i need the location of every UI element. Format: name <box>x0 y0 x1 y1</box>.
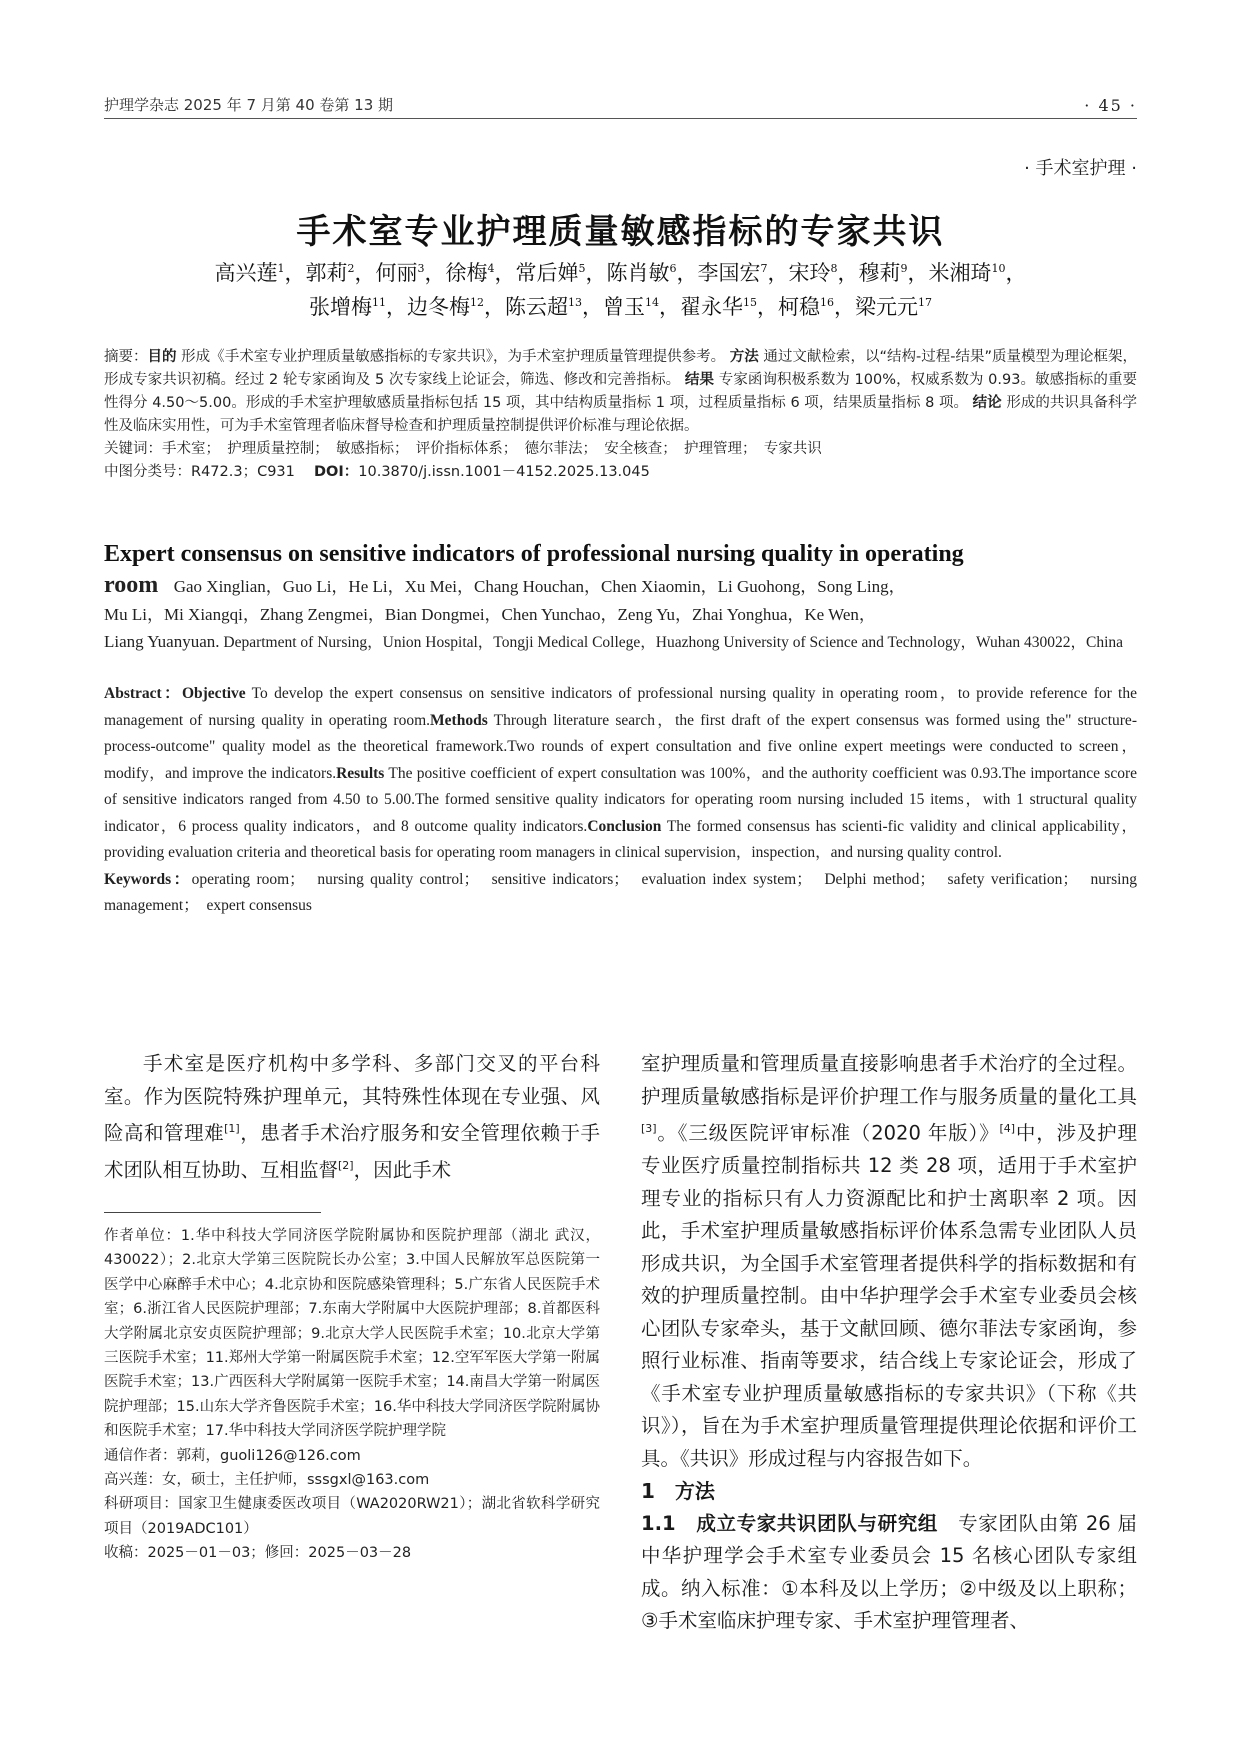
author-affiliation-marker: 12 <box>470 296 484 309</box>
en-abstract-label: Abstract： <box>104 685 182 702</box>
author-separator: ， <box>386 295 407 319</box>
footnote-rule <box>104 1212 321 1213</box>
cn-results: 专家函询积极系数为 100%，权威系数为 0.93。敏感指标的重要性得分 4.50～5.00。形成的手术室护理敏感质量指标包括 15 项，其中结构质量指标 1 项，过程质量指标 6 项，结果质量指标 8 项。 <box>104 372 1138 411</box>
author-affiliation-marker: 16 <box>820 296 834 309</box>
en-authors-3: Liang Yuanyuan. <box>104 632 220 651</box>
author-name: 柯稳 <box>778 295 820 319</box>
body-left-column <box>104 1048 600 1187</box>
author-separator: ， <box>837 261 859 285</box>
author-affiliation-marker: 14 <box>645 296 659 309</box>
first-author: 高兴莲：女，硕士，主任护师，sssgxl@163.com <box>104 1472 430 1489</box>
section-heading-methods: 1 方法 <box>641 1479 715 1503</box>
doi-label: DOI： <box>314 464 359 480</box>
received-dates: 2025－01－03；修回：2025－03－28 <box>147 1545 412 1562</box>
author-separator: ， <box>585 261 607 285</box>
section-tag: · 手术室护理 · <box>1024 158 1137 179</box>
author-name: 穆莉 <box>858 261 901 285</box>
cn-objective-label: 目的 <box>147 349 177 365</box>
author-name: 米湘琦 <box>928 261 992 285</box>
body-right-column <box>641 1048 1137 1638</box>
author-separator: ， <box>757 295 778 319</box>
en-authors-2: Mu Li，Mi Xiangqi，Zhang Zengmei，Bian Dongmei，Chen Yunchao，Zeng Yu，Zhai Yonghua，Ke Wen， <box>104 604 876 624</box>
body-right-text-b: 。《三级医院评审标准（2020 年版）》 <box>656 1121 1000 1145</box>
cn-keywords-label: 关键词： <box>104 441 162 457</box>
cn-conclusion-label: 结论 <box>972 395 1002 411</box>
author-affiliation-marker: 17 <box>918 296 932 309</box>
author-separator: ， <box>494 261 516 285</box>
author-separator: ， <box>484 295 505 319</box>
en-keywords-label: Keywords： <box>104 870 192 888</box>
author-affiliation-marker: 2 <box>347 262 355 275</box>
cn-results-label: 结果 <box>684 372 715 388</box>
cn-keywords: 手术室； 护理质量控制； 敏感指标； 评价指标体系； 德尔菲法； 安全核查； 护理管理； 专家共识 <box>162 441 822 457</box>
author-separator: ， <box>907 261 929 285</box>
author-name: 常后婵 <box>515 261 579 285</box>
author-affiliation-marker: 5 <box>578 262 586 275</box>
body-left-text-b: ，患者手术治疗服务和安全管理依赖于手术团队相互协助、互相监督 <box>104 1121 600 1182</box>
article-title: 手术室专业护理质量敏感指标的专家共识 <box>296 212 945 252</box>
ref-2[interactable]: [2] <box>338 1159 354 1172</box>
en-keywords: operating room； nursing quality control； sensitive indicators； evaluation index system； Delphi method； safety verification； nursing management； expert consensus <box>104 870 1137 914</box>
affil-text: 1.华中科技大学同济医学院附属协和医院护理部（湖北 武汉，430022）；2.北京大学第三医院院长办公室；3.中国人民解放军总医院第一医学中心麻醉手术中心；4.北京协和医院感染管理科；5.广东省人民医院手术室；6.浙江省人民医院护理部；7.东南大学附属中大医院护理部；8.首都医科大学附属北京安贞医院护理部；9.北京大学人民医院手术室；10.北京大学第三医院手术室；11.郑州大学第一附属医院手术室；12.空军军医大学第一附属医院手术室；13.广西医科大学附属第一医院手术室；14.南昌大学第一附属医院护理部；15.山东大学齐鲁医院手术室；16.华中科技大学同济医学院附属协和医院手术室；17.华中科技大学同济医学院护理学院 <box>104 1228 600 1440</box>
body-left-text-c: ，因此手术 <box>353 1158 452 1182</box>
author-separator: ， <box>1005 261 1027 285</box>
author-separator: ， <box>424 261 446 285</box>
author-affiliation-marker: 8 <box>830 262 838 275</box>
clc-label: 中图分类号： <box>104 464 191 480</box>
author-name: 郭莉 <box>305 261 348 285</box>
author-separator: ， <box>834 295 855 319</box>
author-name: 何丽 <box>375 261 418 285</box>
ref-4[interactable]: [4] <box>999 1122 1016 1135</box>
author-affiliation-marker: 3 <box>417 262 425 275</box>
body-right-text-c: 中，涉及护理专业医疗质量控制指标共 12 类 28 项，适用于手术室护理专业的指标只有人力资源配比和护士离职率 2 项。因此，手术室护理质量敏感指标评价体系急需专业团队人员形成共识，为全国手术室管理者提供科学的指标数据和有效的护理质量控制。由中华护理学会手术室专业委员会核心团队专家牵头，基于文献回顾、德尔菲法专家函询，参照行业标准、指南等要求，结合线上专家论证会，形成了《手术室专业护理质量敏感指标的专家共识》（下称《共识》），旨在为手术室护理质量管理提供理论依据和评价工具。《共识》形成过程与内容报告如下。 <box>641 1121 1137 1470</box>
en-methods: Through literature search，the first draft of the expert consensus was formed using the" structure-process-outcome" quality model as the theoretical framework.Two rounds of expert consultation and five online expert meetings were conducted to screen，modify，and improve the indicators. <box>104 711 1137 782</box>
funding-text: 国家卫生健康委医改项目（WA2020RW21）；湖北省软科学研究项目（2019ADC101） <box>104 1496 600 1537</box>
en-conclusion: The formed consensus has scienti-fic validity and clinical applicability，providing evaluation criteria and theoretical basis for operating room managers in clinical supervision，inspection，and nursing quality control. <box>104 817 1137 861</box>
cn-methods: 通过文献检索，以“结构-过程-结果”质量模型为理论框架，形成专家共识初稿。经过 2 轮专家函询及 5 次专家线上论证会，筛选、修改和完善指标。 <box>104 349 1138 388</box>
received-label: 收稿： <box>104 1545 148 1562</box>
author-affiliation-marker: 10 <box>991 262 1006 275</box>
ref-3[interactable]: [3] <box>641 1122 657 1135</box>
body-left-text-a: 手术室是医疗机构中多学科、多部门交叉的平台科室。作为医院特殊护理单元，其特殊性体现在专业强、风险高和管理难 <box>104 1052 600 1145</box>
en-abstract <box>104 681 1137 920</box>
funding-label: 科研项目： <box>104 1496 179 1513</box>
subsection-heading-1-1: 1.1 成立专家共识团队与研究组 <box>641 1511 939 1535</box>
page-number: · 45 · <box>1084 96 1137 115</box>
author-name: 高兴莲 <box>214 261 278 285</box>
body-right-text-a: 室护理质量和管理质量直接影响患者手术治疗的全过程。护理质量敏感指标是评价护理工作与服务质量的量化工具 <box>641 1052 1137 1108</box>
cn-conclusion: 形成的共识具备科学性及临床实用性，可为手术室管理者临床督导检查和护理质量控制提供评价标准与理论依据。 <box>104 395 1138 434</box>
journal-header: 护理学杂志 2025 年 7 月第 40 卷第 13 期 <box>104 96 394 114</box>
author-name: 边冬梅 <box>407 295 470 319</box>
author-name: 翟永华 <box>680 295 743 319</box>
doi: 10.3870/j.issn.1001－4152.2025.13.045 <box>358 464 650 480</box>
header-rule <box>104 118 1137 119</box>
en-results: The positive coefficient of expert consultation was 100%，and the authority coefficient was 0.93.The importance score of sensitive indicators ranged from 4.50 to 5.00.The formed sensitive quality indicators for operating room nursing included 15 items，with 1 structural quality indicator，6 process quality indicators，and 8 outcome quality indicators. <box>104 764 1137 835</box>
author-separator: ， <box>284 261 306 285</box>
en-methods-label: Methods <box>430 711 488 729</box>
author-name: 徐梅 <box>445 261 488 285</box>
author-separator: ， <box>676 261 698 285</box>
author-separator: ， <box>354 261 376 285</box>
author-affiliation-marker: 9 <box>900 262 908 275</box>
cn-methods-label: 方法 <box>729 349 759 365</box>
footnote-block <box>104 1224 600 1566</box>
en-authors-1: Gao Xinglian，Guo Li，He Li，Xu Mei，Chang Houchan，Chen Xiaomin，Li Guohong，Song Ling， <box>173 577 906 596</box>
en-affiliation: Department of Nursing，Union Hospital，Tongji Medical College，Huazhong University of Science and Technology，Wuhan 430022，China <box>223 634 1124 651</box>
author-affiliation-marker: 11 <box>372 296 386 309</box>
author-name: 梁元元 <box>855 295 918 319</box>
cn-objective: 形成《手术室专业护理质量敏感指标的专家共识》，为手术室护理质量管理提供参考。 <box>181 349 726 365</box>
en-results-label: Results <box>336 764 385 782</box>
affil-label: 作者单位： <box>104 1228 181 1244</box>
author-affiliation-marker: 4 <box>487 262 495 275</box>
author-affiliation-marker: 6 <box>669 262 677 275</box>
author-name: 曾玉 <box>603 295 645 319</box>
ref-1[interactable]: [1] <box>224 1122 240 1135</box>
author-name: 陈云超 <box>505 295 568 319</box>
author-separator: ， <box>582 295 603 319</box>
en-author-block <box>104 572 1137 657</box>
author-list-line2 <box>104 286 1137 324</box>
en-title-word: room <box>104 572 159 598</box>
author-affiliation-marker: 13 <box>568 296 582 309</box>
corr-author: 郭莉，guoli126@126.com <box>176 1447 361 1464</box>
author-name: 陈肖敏 <box>606 261 670 285</box>
author-separator: ， <box>767 261 789 285</box>
en-title: Expert consensus on sensitive indicators of professional nursing quality in operating <box>104 541 964 567</box>
author-affiliation-marker: 1 <box>277 262 285 275</box>
author-list-line1 <box>104 252 1137 290</box>
author-affiliation-marker: 7 <box>760 262 768 275</box>
clc-code: R472.3；C931 <box>191 464 295 480</box>
en-conclusion-label: Conclusion <box>587 817 662 835</box>
cn-abstract-label: 摘要： <box>104 349 148 365</box>
author-separator: ， <box>659 295 680 319</box>
corr-label: 通信作者： <box>104 1447 177 1464</box>
author-name: 李国宏 <box>697 261 761 285</box>
en-objective-label: Objective <box>181 685 246 702</box>
cn-abstract <box>104 346 1137 484</box>
author-name: 张增梅 <box>309 295 372 319</box>
author-affiliation-marker: 15 <box>743 296 757 309</box>
author-name: 宋玲 <box>788 261 831 285</box>
subsection-1-1-text: 专家团队由第 26 届中华护理学会手术室专业委员会 15 名核心团队专家组成。纳入标准：①本科及以上学历；②中级及以上职称；③手术室临床护理专家、手术室护理管理者、 <box>641 1511 1137 1632</box>
en-objective: To develop the expert consensus on sensitive indicators of professional nursing quality in operating room，to provide reference for the management of nursing quality in operating room. <box>104 685 1137 729</box>
